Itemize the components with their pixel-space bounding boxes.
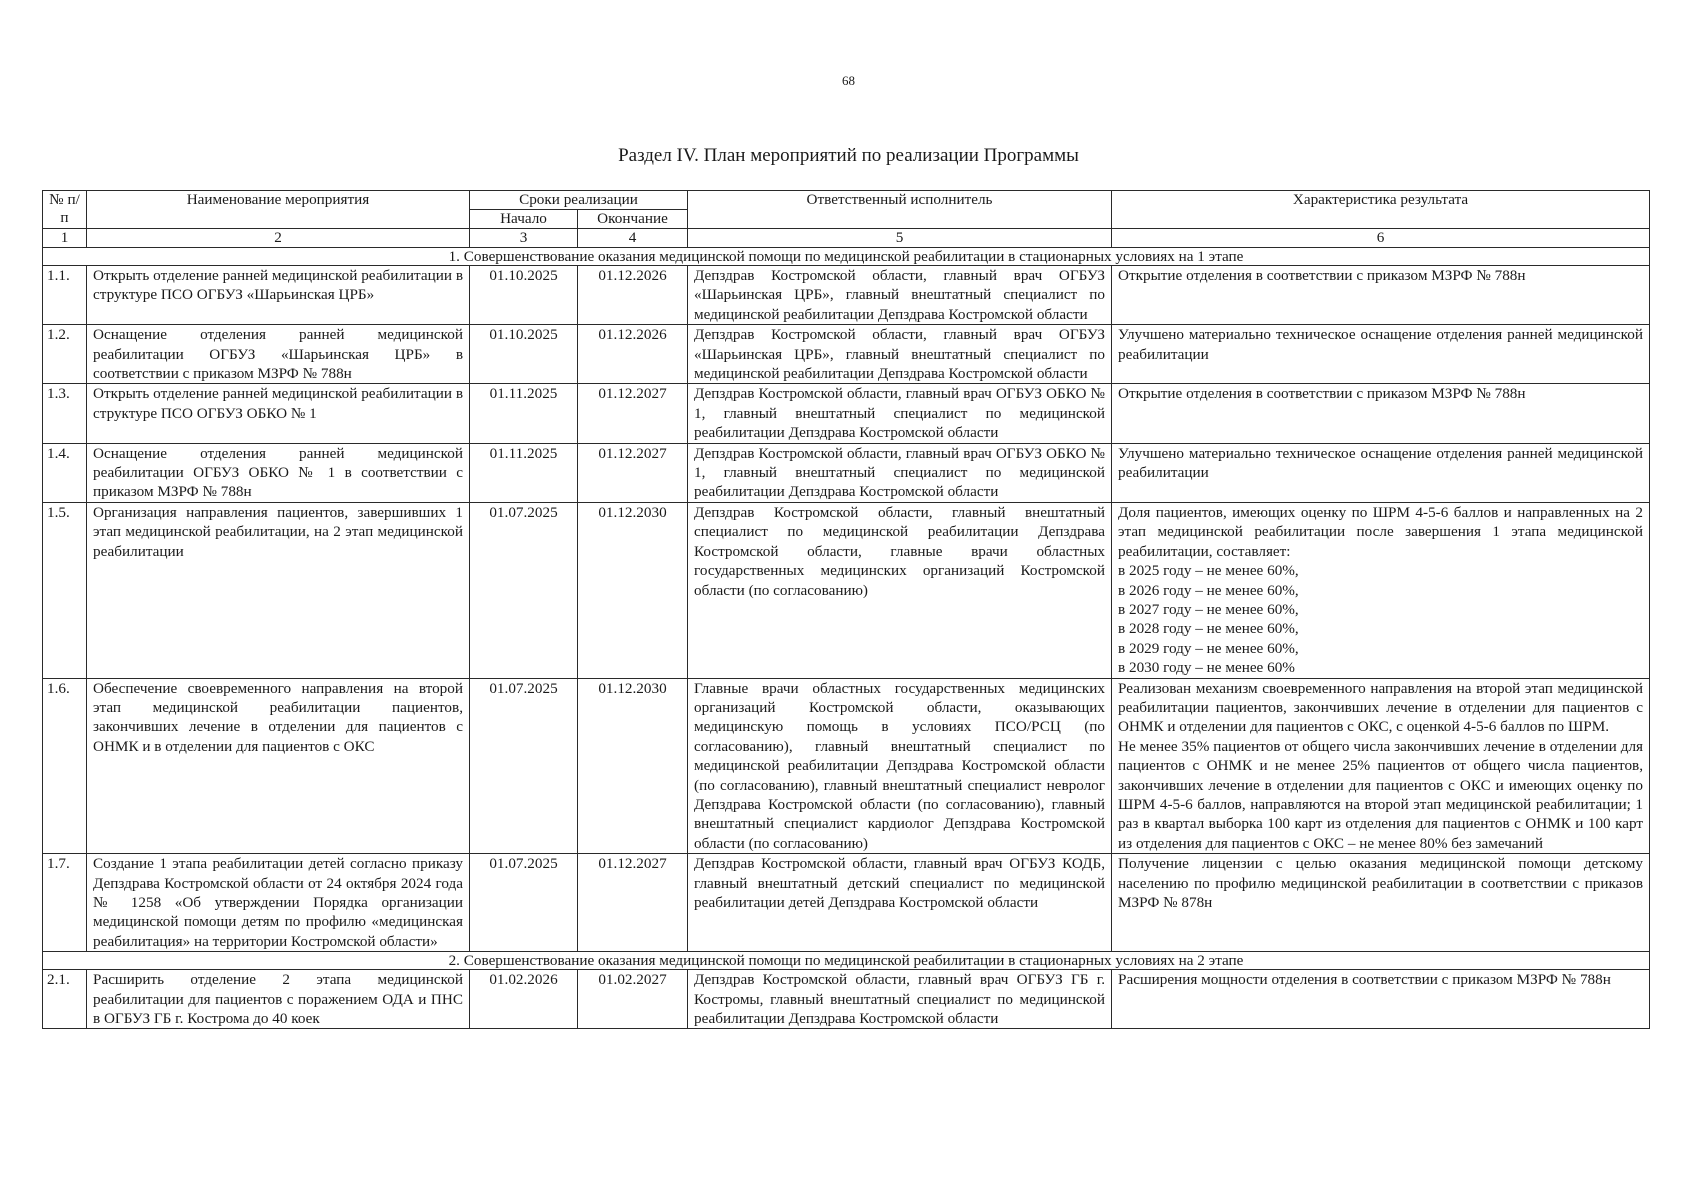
start-date: 01.11.2025 — [470, 443, 578, 502]
page-number: 68 — [842, 73, 855, 88]
result-description — [1112, 325, 1650, 384]
header-num: № п/п — [43, 191, 87, 229]
responsible-executor: Депздрав Костромской области, главный врач ОГБУЗ «Шарьинская ЦРБ», главный внештатный специалист по медицинской реабилитации Депздрава Костромской области — [688, 266, 1112, 325]
result-line: в 2029 году – не менее 60%, — [1118, 639, 1299, 657]
result-line: Расширения мощности отделения в соответствии с приказом МЗРФ № 788н — [1118, 971, 1611, 989]
end-date: 01.02.2027 — [578, 970, 688, 1029]
result-line: Не менее 35% пациентов от общего числа закончивших лечение в отделении для пациентов с ОНМК и не менее 25% пациентов от общего числа пациентов, закончивших лечение в отделении для пациентов с ОКС и имеющих оценку по ШРМ 4-5-6 баллов, направляются на второй этап медицинской реабилитации; 1 раз в квартал выборка 100 карт из отделения для пациентов с ОНМК и 100 карт из отделения для пациентов с ОКС – не менее 80% без замечаний — [1118, 737, 1644, 852]
activity-name: Оснащение отделения ранней медицинской реабилитации ОГБУЗ «Шарьинская ЦРБ» в соответствии с приказом МЗРФ № 788н — [87, 325, 470, 384]
header-responsible: Ответственный исполнитель — [688, 191, 1112, 229]
section-heading-row — [43, 952, 1650, 970]
activity-name: Открыть отделение ранней медицинской реабилитации в структуре ПСО ОГБУЗ ОБКО № 1 — [87, 384, 470, 443]
result-line: Улучшено материально техническое оснащение отделения ранней медицинской реабилитации — [1118, 326, 1644, 363]
row-number: 1.4. — [43, 443, 87, 502]
table-row — [43, 854, 1650, 952]
activity-name: Создание 1 этапа реабилитации детей согласно приказу Депздрава Костромской области от 24 октября 2024 года № 1258 «Об утверждении Порядка организации медицинской помощи детям по профилю «медицинская реабилитация» на территории Костромской области» — [87, 854, 470, 952]
responsible-executor: Депздрав Костромской области, главный внештатный специалист по медицинской реабилитации Депздрава Костромской области, главные врачи областных государственных медицинских организаций Костромской области (по согласованию) — [688, 502, 1112, 678]
start-date: 01.07.2025 — [470, 502, 578, 678]
row-number: 1.7. — [43, 854, 87, 952]
plan-table — [42, 190, 1650, 1029]
result-line: в 2025 году – не менее 60%, — [1118, 562, 1299, 580]
end-date: 01.12.2027 — [578, 384, 688, 443]
activity-name: Обеспечение своевременного направления на второй этап медицинской реабилитации пациентов, закончивших лечение в отделении для пациентов с ОНМК и в отделении для пациентов с ОКС — [87, 678, 470, 854]
header-start: Начало — [470, 210, 578, 229]
col-number: 3 — [470, 229, 578, 248]
activity-name: Оснащение отделения ранней медицинской реабилитации ОГБУЗ ОБКО № 1 в соответствии с приказом МЗРФ № 788н — [87, 443, 470, 502]
row-number: 2.1. — [43, 970, 87, 1029]
table-row — [43, 443, 1650, 502]
col-number: 2 — [87, 229, 470, 248]
end-date: 01.12.2026 — [578, 266, 688, 325]
table-row — [43, 325, 1650, 384]
table-row — [43, 502, 1650, 678]
result-line: в 2028 году – не менее 60%, — [1118, 620, 1299, 638]
result-description — [1112, 854, 1650, 952]
row-number: 1.6. — [43, 678, 87, 854]
section-heading: 1. Совершенствование оказания медицинской помощи по медицинской реабилитации в стационарных условиях на 1 этапе — [43, 248, 1650, 266]
responsible-executor: Депздрав Костромской области, главный врач ОГБУЗ ГБ г. Костромы, главный внештатный специалист по медицинской реабилитации Депздрава Костромской области — [688, 970, 1112, 1029]
responsible-executor: Депздрав Костромской области, главный врач ОГБУЗ ОБКО № 1, главный внештатный специалист по медицинской реабилитации Депздрава Костромской области — [688, 384, 1112, 443]
header-terms: Сроки реализации — [470, 191, 688, 210]
activity-name: Организация направления пациентов, завершивших 1 этап медицинской реабилитации, на 2 этап медицинской реабилитации — [87, 502, 470, 678]
start-date: 01.07.2025 — [470, 854, 578, 952]
end-date: 01.12.2030 — [578, 678, 688, 854]
result-line: Реализован механизм своевременного направления на второй этап медицинской реабилитации пациентов, закончивших лечение в отделении для пациентов с ОНМК и отделении для пациентов с ОКС, с оценкой 4-5-6 баллов по ШРМ. — [1118, 679, 1644, 736]
row-number: 1.5. — [43, 502, 87, 678]
start-date: 01.10.2025 — [470, 325, 578, 384]
end-date: 01.12.2027 — [578, 854, 688, 952]
responsible-executor: Депздрав Костромской области, главный врач ОГБУЗ «Шарьинская ЦРБ», главный внештатный специалист по медицинской реабилитации Депздрава Костромской области — [688, 325, 1112, 384]
start-date: 01.11.2025 — [470, 384, 578, 443]
row-number: 1.1. — [43, 266, 87, 325]
column-numbers-row — [43, 229, 1650, 248]
result-line: Открытие отделения в соответствии с приказом МЗРФ № 788н — [1118, 267, 1526, 284]
result-description — [1112, 970, 1650, 1029]
table-row — [43, 266, 1650, 325]
row-number: 1.3. — [43, 384, 87, 443]
activity-name: Открыть отделение ранней медицинской реабилитации в структуре ПСО ОГБУЗ «Шарьинская ЦРБ» — [87, 266, 470, 325]
table-row — [43, 970, 1650, 1029]
header-row — [43, 191, 1650, 210]
result-line: в 2026 году – не менее 60%, — [1118, 581, 1299, 599]
section-title: Раздел IV. План мероприятий по реализации Программы — [618, 145, 1079, 166]
section-heading: 2. Совершенствование оказания медицинской помощи по медицинской реабилитации в стационарных условиях на 2 этапе — [43, 952, 1650, 970]
col-number: 1 — [43, 229, 87, 248]
header-name: Наименование мероприятия — [87, 191, 470, 229]
result-line: Открытие отделения в соответствии с приказом МЗРФ № 788н — [1118, 385, 1526, 403]
result-description — [1112, 266, 1650, 325]
start-date: 01.02.2026 — [470, 970, 578, 1029]
result-description — [1112, 443, 1650, 502]
responsible-executor: Депздрав Костромской области, главный врач ОГБУЗ ОБКО № 1, главный внештатный специалист по медицинской реабилитации Депздрава Костромской области — [688, 443, 1112, 502]
result-line: Доля пациентов, имеющих оценку по ШРМ 4-5-6 баллов и направленных на 2 этап медицинской реабилитации после завершения 1 этапа медицинской реабилитации, составляет: — [1118, 503, 1644, 560]
start-date: 01.07.2025 — [470, 678, 578, 854]
table-row — [43, 678, 1650, 854]
result-line: Улучшено материально техническое оснащение отделения ранней медицинской реабилитации — [1118, 444, 1644, 482]
header-end: Окончание — [578, 210, 688, 229]
result-line: Получение лицензии с целью оказания медицинской помощи детскому населению по профилю медицинской реабилитации в соответствии с приказов МЗРФ № 878н — [1118, 855, 1644, 911]
col-number: 4 — [578, 229, 688, 248]
end-date: 01.12.2027 — [578, 443, 688, 502]
end-date: 01.12.2030 — [578, 502, 688, 678]
result-description — [1112, 678, 1650, 854]
section-heading-row — [43, 248, 1650, 266]
responsible-executor: Депздрав Костромской области, главный врач ОГБУЗ КОДБ, главный внештатный детский специалист по медицинской реабилитации детей Депздрава Костромской области — [688, 854, 1112, 952]
activity-name: Расширить отделение 2 этапа медицинской реабилитации для пациентов с поражением ОДА и ПНС в ОГБУЗ ГБ г. Кострома до 40 коек — [87, 970, 470, 1029]
result-description — [1112, 384, 1650, 443]
end-date: 01.12.2026 — [578, 325, 688, 384]
row-number: 1.2. — [43, 325, 87, 384]
col-number: 6 — [1112, 229, 1650, 248]
responsible-executor: Главные врачи областных государственных медицинских организаций Костромской области, оказывающих медицинскую помощь в условиях ПСО/РСЦ (по согласованию), главный внештатный специалист по медицинской реабилитации Депздрава Костромской области (по согласованию), главный внештатный специалист невролог Депздрава Костромской области (по согласованию), главный внештатный специалист кардиолог Депздрава Костромской области (по согласованию) — [688, 678, 1112, 854]
start-date: 01.10.2025 — [470, 266, 578, 325]
table-row — [43, 384, 1650, 443]
result-description — [1112, 502, 1650, 678]
col-number: 5 — [688, 229, 1112, 248]
result-line: в 2027 году – не менее 60%, — [1118, 600, 1299, 618]
header-result: Характеристика результата — [1112, 191, 1650, 229]
result-line: в 2030 году – не менее 60% — [1118, 659, 1295, 677]
